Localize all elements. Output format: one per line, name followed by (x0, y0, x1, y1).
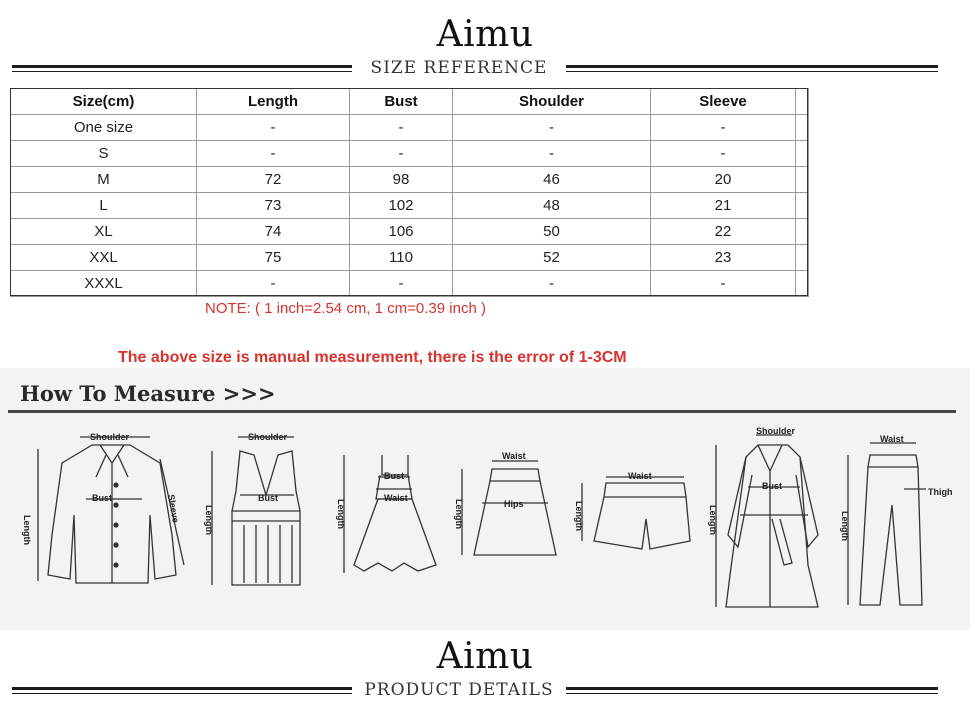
size-cell: One size (11, 115, 197, 141)
table-filler-cell (796, 245, 809, 271)
unit-conversion-note: NOTE: ( 1 inch=2.54 cm, 1 cm=0.39 inch ) (205, 300, 486, 317)
measurement-cell: 21 (651, 193, 796, 219)
measurement-cell: 22 (651, 219, 796, 245)
table-filler-cell (796, 193, 809, 219)
how-to-measure-title: How To Measure >>> (20, 381, 276, 406)
table-filler-cell (796, 271, 809, 297)
section-header-size-reference (0, 58, 970, 80)
section-label: SIZE REFERENCE (370, 58, 548, 78)
table-filler-cell (796, 141, 809, 167)
length-label: Length (840, 511, 850, 541)
bust-label: Bust (384, 471, 404, 481)
measurement-cell: - (453, 115, 651, 141)
measurement-cell: - (350, 115, 453, 141)
measurement-cell: - (197, 115, 350, 141)
size-cell: L (11, 193, 197, 219)
column-header: Size(cm) (11, 89, 197, 115)
section-label: PRODUCT DETAILS (364, 680, 554, 700)
waist-label: Waist (628, 471, 652, 481)
how-to-measure-divider (8, 410, 956, 413)
shoulder-label: Shoulder (248, 432, 288, 442)
bust-label: Bust (258, 493, 278, 503)
measurement-illustrations (0, 415, 970, 620)
shorts-illustration (582, 477, 690, 549)
measurement-cell: 72 (197, 167, 350, 193)
length-label: Length (22, 515, 32, 545)
table-filler-cell (796, 219, 809, 245)
vest-illustration (212, 437, 300, 585)
measurement-cell: - (350, 141, 453, 167)
hips-label: Hips (504, 499, 524, 509)
measurement-cell: 102 (350, 193, 453, 219)
column-header: Length (197, 89, 350, 115)
measurement-cell: 23 (651, 245, 796, 271)
measurement-cell: 106 (350, 219, 453, 245)
measurement-cell: 20 (651, 167, 796, 193)
waist-label: Waist (502, 451, 526, 461)
table-row (11, 245, 809, 271)
measurement-cell: 48 (453, 193, 651, 219)
size-cell: S (11, 141, 197, 167)
divider-left (12, 65, 352, 72)
size-cell: XXXL (11, 271, 197, 297)
coat-illustration (716, 435, 818, 607)
size-table (10, 88, 809, 297)
measurement-cell: 75 (197, 245, 350, 271)
measurement-cell: - (651, 141, 796, 167)
size-cell: XL (11, 219, 197, 245)
section-header-product-details (0, 680, 970, 702)
measurement-cell: - (197, 141, 350, 167)
table-row (11, 271, 809, 297)
measurement-cell: - (350, 271, 453, 297)
measurement-cell: - (651, 115, 796, 141)
size-cell: XXL (11, 245, 197, 271)
shoulder-label: Shoulder (90, 432, 130, 442)
length-label: Length (708, 505, 718, 535)
table-row (11, 193, 809, 219)
measurement-cell: - (197, 271, 350, 297)
brand-title-footer: Aimu (436, 636, 534, 677)
waist-label: Waist (384, 493, 408, 503)
blouse-illustration (38, 437, 184, 583)
column-header: Shoulder (453, 89, 651, 115)
column-header: Sleeve (651, 89, 796, 115)
measurement-cell: - (453, 141, 651, 167)
divider-right (566, 687, 938, 694)
bust-label: Bust (762, 481, 782, 491)
table-filler-cell (796, 167, 809, 193)
measurement-cell: 50 (453, 219, 651, 245)
table-row (11, 115, 809, 141)
shoulder-label: Shoulder (756, 426, 796, 436)
measurement-cell: - (453, 271, 651, 297)
table-filler-cell (796, 89, 809, 115)
divider-right (566, 65, 938, 72)
divider-left (12, 687, 352, 694)
measurement-cell: 98 (350, 167, 453, 193)
measurement-cell: 110 (350, 245, 453, 271)
brand-title: Aimu (436, 14, 534, 55)
pants-illustration (848, 443, 926, 605)
size-cell: M (11, 167, 197, 193)
table-row (11, 141, 809, 167)
table-header-row (11, 89, 809, 115)
measurement-cell: 52 (453, 245, 651, 271)
length-label: Length (336, 499, 346, 529)
column-header: Bust (350, 89, 453, 115)
waist-label: Waist (880, 434, 904, 444)
length-label: Length (454, 499, 464, 529)
thigh-label: Thigh (928, 487, 953, 497)
table-row (11, 167, 809, 193)
measurement-cell: - (651, 271, 796, 297)
length-label: Length (204, 505, 214, 535)
table-row (11, 219, 809, 245)
sleeve-label: Sleeve (166, 493, 181, 524)
length-label: Length (574, 501, 584, 531)
measurement-cell: 46 (453, 167, 651, 193)
measurement-warning: The above size is manual measurement, there is the error of 1-3CM (118, 349, 627, 366)
bust-label: Bust (92, 493, 112, 503)
measurement-cell: 74 (197, 219, 350, 245)
measurement-cell: 73 (197, 193, 350, 219)
table-filler-cell (796, 115, 809, 141)
